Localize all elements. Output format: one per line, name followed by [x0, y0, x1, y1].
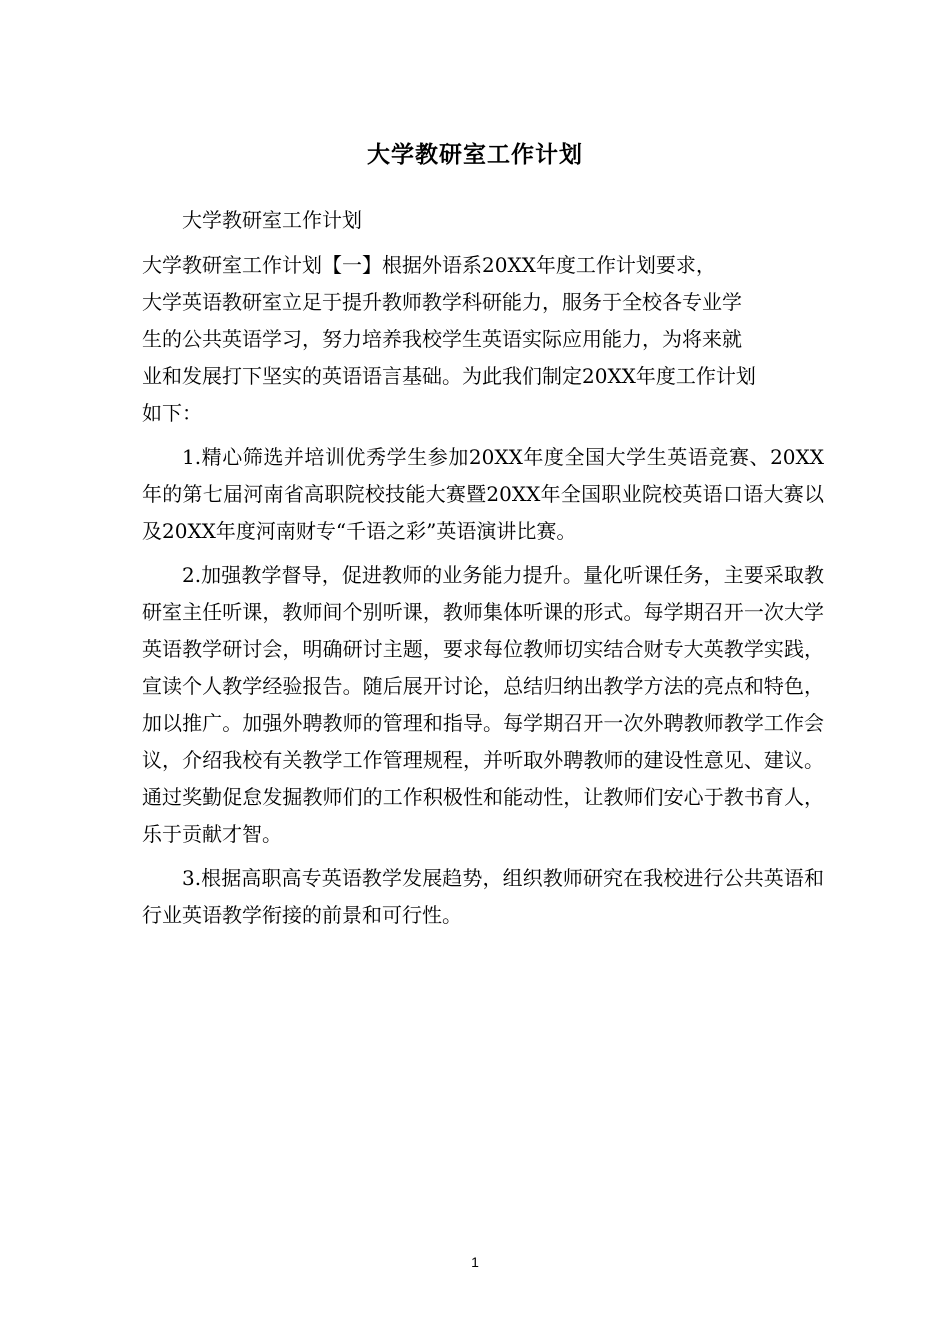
- intro-line: 生的公共英语学习，努力培养我校学生英语实际应用能力，为将来就: [142, 327, 742, 351]
- intro-line: 大学英语教研室立足于提升教师教学科研能力，服务于全校各专业学: [142, 290, 742, 314]
- document-title: 大学教研室工作计划: [367, 142, 583, 168]
- plan-item-2: 2.加强教学督导，促进教师的业务能力提升。量化听课任务，主要采取教研室主任听课，教师间个别听课，教师集体听课的形式。每学期召开一次大学英语教学研讨会，明确研讨主题，要求每位教师切实结合财专大英教学实践，宣读个人教学经验报告。随后展开讨论，总结归纳出教学方法的亮点和特色，加以推广。加强外聘教师的管理和指导。每学期召开一次外聘教师教学工作会议，介绍我校有关教学工作管理规程，并听取外聘教师的建设性意见、建议。通过奖勤促怠发掘教师们的工作积极性和能动性，让教师们安心于教书育人，乐于贡献才智。: [142, 563, 824, 846]
- intro-line: 如下：: [142, 401, 202, 425]
- page-number: 1: [471, 1254, 479, 1270]
- document-body: [142, 202, 824, 941]
- document-subtitle: 大学教研室工作计划: [182, 208, 362, 232]
- plan-item-3: 3.根据高职高专英语教学发展趋势，组织教师研究在我校进行公共英语和行业英语教学衔接的前景和可行性。: [142, 866, 824, 927]
- plan-item-1: 1.精心筛选并培训优秀学生参加20XX年度全国大学生英语竞赛、20XX年的第七届河南省高职院校技能大赛暨20XX年全国职业院校英语口语大赛以及20XX年度河南财专“千语之彩”英语演讲比赛。: [142, 445, 824, 543]
- intro-line: 业和发展打下坚实的英语语言基础。为此我们制定20XX年度工作计划: [142, 364, 756, 388]
- intro-line: 大学教研室工作计划【一】根据外语系20XX年度工作计划要求，: [142, 253, 716, 277]
- intro-paragraph: [142, 247, 824, 432]
